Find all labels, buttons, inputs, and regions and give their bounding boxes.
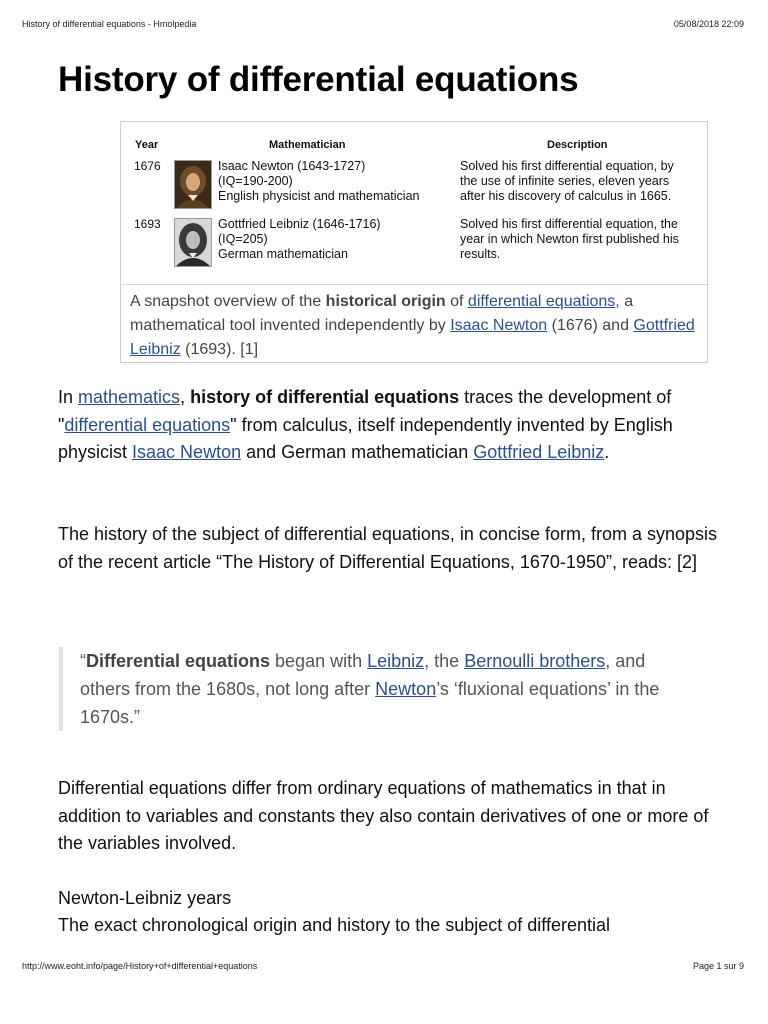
section-heading: Newton-Leibniz years xyxy=(58,888,232,908)
print-page-number: Page 1 sur 9 xyxy=(692,961,744,971)
text-run: “ xyxy=(80,651,86,671)
column-header-year: Year xyxy=(135,139,159,151)
newton-portrait xyxy=(174,160,212,209)
column-header-mathematician: Mathematician xyxy=(269,139,346,151)
text-run: , xyxy=(180,387,191,407)
text-run: traces the development of " xyxy=(58,387,672,435)
text-run: began with xyxy=(270,651,368,671)
caption-text: , a mathematical tool invented independently by xyxy=(130,293,634,334)
table-row-year: 1676 xyxy=(134,159,161,173)
intro-paragraph xyxy=(58,384,718,467)
mathematician-role: English physicist and mathematician xyxy=(218,189,420,203)
leibniz-portrait-image xyxy=(175,219,211,266)
leibniz-link[interactable]: Leibniz xyxy=(367,651,425,671)
table-row-description xyxy=(460,159,705,204)
print-datetime: 05/08/2018 22:09 xyxy=(673,19,744,29)
gottfried-leibniz-link[interactable]: Gottfried Leibniz xyxy=(130,317,695,358)
mathematician-iq: (IQ=205) xyxy=(218,232,268,246)
newton-link[interactable]: Newton xyxy=(375,679,437,699)
text-run: ’s ‘fluxional equations’ in the 1670s.” xyxy=(80,679,660,727)
bold-term: Differential equations xyxy=(86,651,271,671)
synopsis-paragraph: The history of the subject of differential equations, in concise form, from a synopsis of the recent article “The History of Differential Equations, 1670-1950”, reads: [2] xyxy=(58,524,717,572)
caption-text: of xyxy=(445,293,468,310)
figure-caption xyxy=(130,290,702,362)
text-run: " from calculus, itself independently invented by English physicist xyxy=(58,414,673,462)
print-doc-title: History of differential equations - Hmolpedia xyxy=(22,19,197,29)
bernoulli-brothers-link[interactable]: Bernoulli brothers xyxy=(464,651,606,671)
isaac-newton-link[interactable]: Isaac Newton xyxy=(450,317,548,334)
caption-divider xyxy=(121,284,707,285)
description-line: Solved his first differential equation, by xyxy=(460,159,674,173)
caption-text: A snapshot overview of the xyxy=(130,293,326,310)
column-header-description: Description xyxy=(547,139,608,151)
description-line: the use of infinite series, eleven years xyxy=(460,174,670,188)
print-footer xyxy=(22,961,744,975)
table-row-description xyxy=(460,217,705,262)
table-row-mathematician xyxy=(218,159,420,204)
mathematics-link[interactable]: mathematics xyxy=(78,387,181,407)
differential-equations-link[interactable]: differential equations xyxy=(467,293,616,310)
caption-text: (1676) and xyxy=(547,317,634,334)
bold-term: history of differential equations xyxy=(190,387,460,407)
differential-equations-link[interactable]: differential equations xyxy=(64,414,231,435)
overview-figure xyxy=(120,121,708,363)
overview-table xyxy=(121,122,707,284)
description-line: year in which Newton first published his xyxy=(460,232,679,246)
mathematician-name: Gottfried Leibniz (1646-1716) xyxy=(218,217,381,231)
leibniz-portrait xyxy=(174,218,212,267)
newton-portrait-image xyxy=(175,161,211,208)
blockquote xyxy=(80,647,690,731)
page-title: History of differential equations xyxy=(58,60,579,99)
description-line: after his discovery of calculus in 1665. xyxy=(460,189,672,203)
description-line: Solved his first differential equation, the xyxy=(460,217,678,231)
table-row-year: 1693 xyxy=(134,217,161,231)
text-run: , and others from the 1680s, not long after xyxy=(80,651,646,699)
text-run: . xyxy=(604,442,610,462)
caption-bold: historical origin xyxy=(325,293,446,310)
gottfried-leibniz-link[interactable]: Gottfried Leibniz xyxy=(473,442,605,462)
table-row-mathematician xyxy=(218,217,381,262)
description-line: results. xyxy=(460,247,501,261)
mathematician-name: Isaac Newton (1643-1727) xyxy=(218,159,366,173)
print-url: http://www.eoht.info/page/History+of+differential+equations xyxy=(22,961,258,971)
text-run: , the xyxy=(424,651,465,671)
caption-text: (1693). [1] xyxy=(180,341,259,358)
print-header xyxy=(22,19,744,33)
text-run: In xyxy=(58,387,79,407)
mathematician-role: German mathematician xyxy=(218,247,348,261)
definition-paragraph: Differential equations differ from ordinary equations of mathematics in that in addition to variables and constants they also contain derivatives of one or more of the variables involved. xyxy=(58,778,709,853)
section-paragraph: The exact chronological origin and history to the subject of differential xyxy=(58,915,610,935)
isaac-newton-link[interactable]: Isaac Newton xyxy=(132,442,242,462)
mathematician-iq: (IQ=190-200) xyxy=(218,174,293,188)
blockquote-bar xyxy=(59,647,63,731)
text-run: and German mathematician xyxy=(241,442,474,462)
